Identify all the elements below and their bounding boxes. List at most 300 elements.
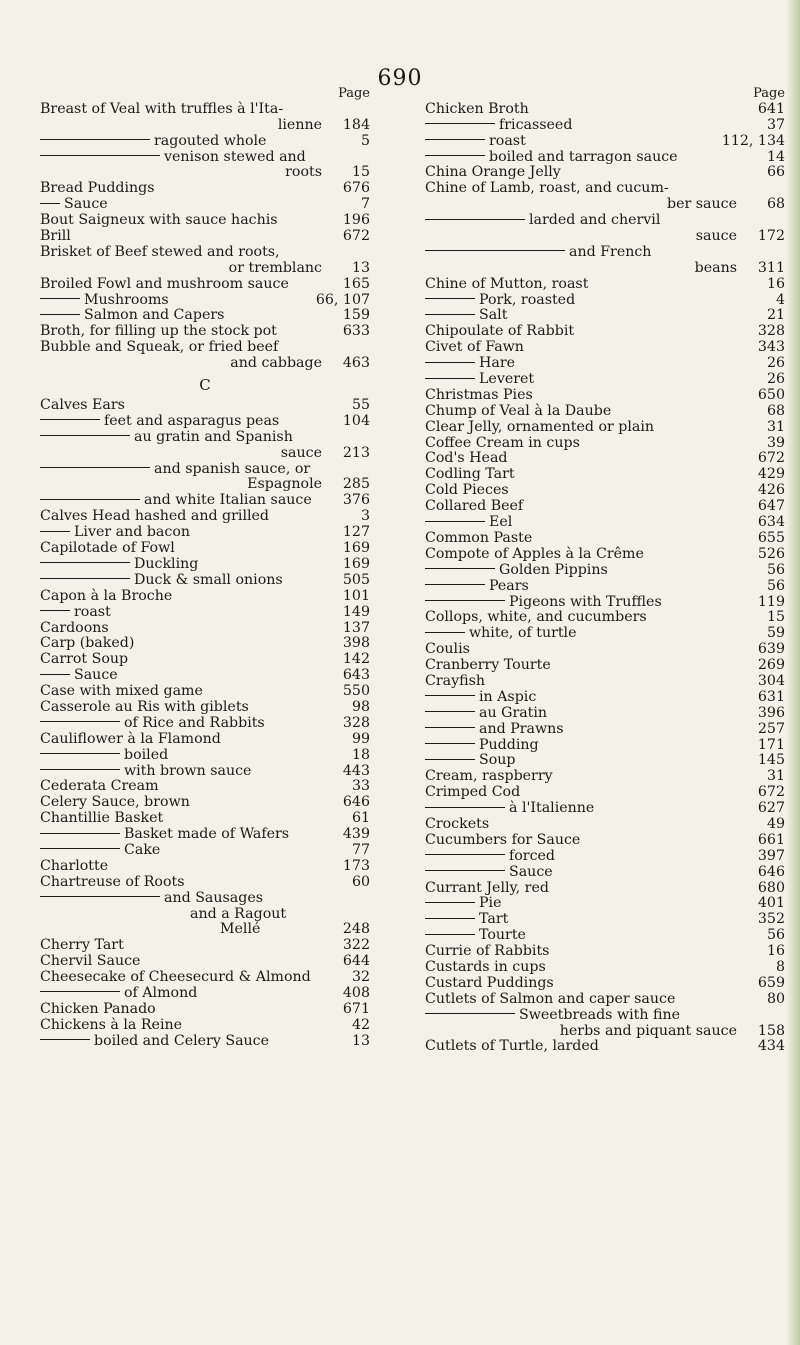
entry-page: 639 [757,641,785,658]
entry-page: 33 [351,778,370,795]
entry-page: 137 [342,619,370,636]
index-entry [40,589,370,605]
entry-label: herbs and piquant sauce [559,1022,737,1039]
entry-text [40,150,306,166]
entry-label: Duck & small onions [134,571,283,588]
entry-text [40,324,277,340]
entry-page: 641 [757,100,785,117]
entry-text [40,573,283,589]
ditto-rule [40,139,150,140]
entry-text [425,1008,680,1024]
entry-page: 269 [757,657,785,674]
entry-page: 142 [342,651,370,668]
entry-text [40,414,279,430]
index-entry [40,293,370,309]
index-entry [40,795,370,811]
entry-page: 99 [351,730,370,747]
entry-label: roast [489,132,526,149]
index-entry [425,944,785,960]
ditto-rule [40,298,80,299]
entry-text [425,785,520,801]
index-entry [40,605,370,621]
ditto-rule [40,848,120,849]
entry-page: 647 [757,498,785,515]
entry-text [40,859,108,875]
entry-page: 634 [757,514,785,531]
page-header-label: Page [753,86,785,101]
index-entry [40,398,370,414]
entry-label: Bread Puddings [40,180,155,197]
entry-page: 248 [342,921,370,938]
entry-page: 659 [757,974,785,991]
entry-text [425,547,644,563]
entry-text [40,245,280,261]
entry-text [40,557,198,573]
entry-text [425,499,523,515]
ditto-rule [40,753,120,754]
entry-label: Sauce [64,196,108,213]
entry-text [425,706,547,722]
entry-page: 61 [351,810,370,827]
index-entry [40,668,370,684]
entry-label: China Orange Jelly [425,164,561,181]
entry-label: Cream, raspberry [425,768,553,785]
ditto-rule [425,1013,515,1014]
ditto-rule [425,155,485,156]
index-entry [425,340,785,356]
entry-label: Cake [124,841,161,858]
entry-text [40,938,124,954]
index-entry [40,843,370,859]
index-entry [40,430,370,446]
entry-label: Bout Saigneux with sauce hachis [40,212,278,229]
entry-label: Charlotte [40,857,109,874]
entry-page: 8 [775,958,785,975]
index-entry [40,197,370,213]
index-entry [40,557,370,573]
entry-label: boiled and tarragon sauce [489,148,678,165]
ditto-rule [40,578,130,579]
entry-label: Chump of Veal à la Daube [425,402,612,419]
ditto-rule [425,934,475,935]
entry-page: 159 [342,307,370,324]
index-entry [40,229,370,245]
index-entry [425,165,785,181]
entry-text [40,779,159,795]
entry-text [40,652,128,668]
ditto-rule [425,362,475,363]
index-entry [40,859,370,875]
entry-page: 343 [757,339,785,356]
entry-label: Codling Tart [425,466,515,483]
index-entry [425,785,785,801]
index-entry [40,118,370,134]
entry-text [40,509,269,525]
entry-page: 401 [757,895,785,912]
entry-text [40,843,160,859]
ditto-rule [425,918,475,919]
entry-page: 169 [342,555,370,572]
entry-text [425,388,533,404]
entry-label: Pigeons with Truffles [509,593,662,610]
entry-page: 398 [342,635,370,652]
entry-label: and French [569,243,652,260]
entry-text [40,748,168,764]
entry-text [425,118,572,134]
entry-label: Duckling [134,555,199,572]
entry-page: 101 [342,587,370,604]
index-entry [40,954,370,970]
entry-text [40,621,109,637]
entry-text [40,954,140,970]
entry-text [425,308,507,324]
entry-page: 68 [766,402,785,419]
entry-label: Tart [479,911,509,928]
page-number: 690 [377,66,423,91]
entry-label: Calves Ears [40,397,125,414]
index-entry [40,261,370,277]
entry-text [425,515,512,531]
entry-page: 127 [342,524,370,541]
entry-label: and Prawns [479,720,564,737]
entry-text [40,229,71,245]
entry-text [40,213,278,229]
entry-text [40,684,203,700]
entry-text [230,356,322,372]
ditto-rule [425,743,475,744]
entry-label: Compote of Apples à la Crême [425,545,644,562]
entry-page: 680 [757,879,785,896]
index-entry [40,684,370,700]
entry-text [40,668,118,684]
ditto-rule [40,203,60,204]
ditto-rule [40,896,160,897]
entry-text [425,801,594,817]
ditto-rule [425,695,475,696]
index-entry [40,573,370,589]
entry-label: and Sausages [164,889,264,906]
index-entry [40,907,370,923]
entry-text [425,563,608,579]
ditto-rule [425,219,525,220]
ditto-rule [425,568,495,569]
entry-label: au Gratin [479,704,548,721]
entry-page: 31 [766,768,785,785]
entry-page: 16 [766,275,785,292]
index-entry [40,621,370,637]
page-edge-stain [786,0,800,1345]
entry-page: 3 [360,508,370,525]
entry-text [425,817,489,833]
index-entry [40,891,370,907]
entry-page: 18 [351,746,370,763]
index-entry [425,404,785,420]
index-entry [425,992,785,1008]
entry-text [425,213,660,229]
entry-page: 66, 107 [315,291,370,308]
index-entry [40,165,370,181]
index-column-right [425,86,785,1055]
entry-text [425,451,507,467]
index-entry [425,134,785,150]
entry-text [40,493,312,509]
index-entry [40,414,370,430]
entry-text [40,277,289,293]
entry-page: 311 [757,259,785,276]
ditto-rule [40,562,130,563]
entry-page: 68 [766,196,785,213]
entry-label: roots [285,164,322,181]
entry-label: Cutlets of Salmon and caper sauce [425,990,676,1007]
entry-label: au gratin and Spanish [134,428,293,445]
index-entry [40,1034,370,1050]
entry-label: Chicken Panado [40,1000,156,1017]
index-entry [40,150,370,166]
entry-page: 526 [757,545,785,562]
entry-text [220,922,260,938]
entry-text [40,1018,182,1034]
entry-text [40,891,263,907]
entry-text [425,753,515,769]
entry-label: Crimped Cod [425,784,521,801]
entry-page: 352 [757,911,785,928]
index-entry [425,738,785,754]
entry-label: Chervil Sauce [40,953,141,970]
entry-text [40,181,155,197]
entry-text [425,992,675,1008]
index-entry [425,229,785,245]
entry-text [247,477,322,493]
entry-text [425,976,554,992]
entry-text [425,293,575,309]
index-entry [425,356,785,372]
ditto-rule [425,521,485,522]
entry-page: 59 [766,625,785,642]
index-entry [40,732,370,748]
ditto-rule [425,711,475,712]
entry-label: Broth, for filling up the stock pot [40,323,277,340]
entry-label: Cauliflower à la Flamond [40,730,221,747]
index-entry [40,1018,370,1034]
ditto-rule [40,1039,90,1040]
entry-page: 184 [342,116,370,133]
entry-text [425,165,561,181]
entry-page: 429 [757,466,785,483]
entry-text [425,340,524,356]
index-entry [425,261,785,277]
entry-label: Mushrooms [84,291,169,308]
entry-page: 322 [342,937,370,954]
entry-text [229,261,322,277]
ditto-rule [40,314,80,315]
ditto-rule [40,467,150,468]
entry-page: 676 [342,180,370,197]
entry-label: Coulis [425,641,470,658]
index-entry [425,896,785,912]
entry-page: 672 [757,450,785,467]
entry-page: 15 [766,609,785,626]
entry-page: 42 [351,1016,370,1033]
index-entry [40,811,370,827]
index-entry [425,150,785,166]
entry-page: 328 [342,714,370,731]
index-entry [40,493,370,509]
entry-page: 55 [351,397,370,414]
index-entry [425,293,785,309]
entry-label: Golden Pippins [499,561,608,578]
entry-label: sauce [695,228,737,245]
entry-text [425,277,588,293]
index-entry [425,483,785,499]
entry-page: 661 [757,831,785,848]
index-entry [425,626,785,642]
page-header-label: Page [338,86,370,101]
index-entry [425,595,785,611]
section-letter: C [199,376,211,395]
entry-label: forced [509,847,555,864]
index-entry [425,753,785,769]
entry-label: Case with mixed game [40,683,203,700]
entry-label: Christmas Pies [425,386,533,403]
entry-label: Sauce [509,863,553,880]
entry-text [425,690,536,706]
entry-label: Carrot Soup [40,651,129,668]
index-entry [425,102,785,118]
entry-page: 285 [342,476,370,493]
entry-text [425,849,555,865]
entry-text [695,261,737,277]
entry-page: 4 [775,291,785,308]
entry-text [425,769,553,785]
entry-label: Cucumbers for Sauce [425,831,581,848]
entry-label: Crayfish [425,672,485,689]
entry-label: Sweetbreads with fine [519,1006,680,1023]
entry-page: 434 [757,1038,785,1055]
entry-label: fricasseed [499,116,573,133]
entry-label: or tremblanc [228,259,322,276]
entry-page: 328 [757,323,785,340]
entry-label: ber sauce [667,196,737,213]
entry-page: 49 [766,815,785,832]
entry-text [425,928,526,944]
ditto-rule [425,807,505,808]
index-entry [425,451,785,467]
page-column-header [425,86,785,102]
entry-page: 5 [360,132,370,149]
entry-text [425,881,549,897]
entry-text [425,404,611,420]
index-entry [425,1024,785,1040]
ditto-rule [40,531,70,532]
entry-text [425,150,678,166]
entry-label: Chartreuse of Roots [40,873,185,890]
entry-text [40,764,251,780]
entry-text [40,716,265,732]
ditto-rule [425,759,475,760]
entry-page: 443 [342,762,370,779]
index-entry [40,764,370,780]
entry-label: Coffee Cream in cups [425,434,580,451]
index-entry [40,525,370,541]
entry-label: Common Paste [425,529,533,546]
entry-label: Clear Jelly, ornamented or plain [425,418,655,435]
entry-page: 463 [342,355,370,372]
index-entry [40,1002,370,1018]
entry-page: 196 [342,212,370,229]
entry-page: 646 [757,863,785,880]
entry-label: Pudding [479,736,539,753]
index-entry [40,938,370,954]
entry-text [40,1002,156,1018]
entry-text [40,970,311,986]
ditto-rule [425,584,485,585]
index-entry [425,563,785,579]
entry-text [40,340,278,356]
entry-label: Casserole au Ris with giblets [40,698,249,715]
entry-page: 643 [342,667,370,684]
index-entry [425,960,785,976]
entry-text [40,102,283,118]
index-entry [425,420,785,436]
ditto-rule [40,155,160,156]
entry-text [40,811,163,827]
entry-text [40,525,190,541]
index-entry [40,970,370,986]
ditto-rule [425,298,475,299]
entry-page: 397 [757,847,785,864]
entry-text [425,324,574,340]
entry-page: 56 [766,561,785,578]
entry-text [40,986,197,1002]
index-entry [425,547,785,563]
entry-label: Mellé [220,921,261,938]
entry-label: boiled [124,746,169,763]
ditto-rule [40,991,120,992]
entry-label: Calves Head hashed and grilled [40,508,270,525]
entry-page: 171 [757,736,785,753]
entry-label: in Aspic [479,688,537,705]
entry-page: 15 [351,164,370,181]
entry-text [425,865,553,881]
index-entry [425,912,785,928]
index-entry [425,690,785,706]
entry-label: Celery Sauce, brown [40,794,190,811]
entry-page: 32 [351,969,370,986]
entry-label: Pork, roasted [479,291,576,308]
index-entry [425,372,785,388]
entry-text [425,245,651,261]
entry-label: Currant Jelly, red [425,879,549,896]
entry-label: Chickens à la Reine [40,1016,183,1033]
entry-label: Cranberry Tourte [425,657,551,674]
index-entry [425,1039,785,1055]
entry-label: Chantillie Basket [40,810,164,827]
entry-text [425,944,549,960]
index-entry [425,849,785,865]
entry-page: 158 [757,1022,785,1039]
index-entry [40,875,370,891]
entry-page: 257 [757,720,785,737]
entry-text [190,907,286,923]
entry-text [40,636,134,652]
entry-label: Crockets [425,815,490,832]
entry-label: Chine of Mutton, roast [425,275,589,292]
entry-page: 439 [342,826,370,843]
entry-label: Bubble and Squeak, or fried beef [40,339,279,356]
entry-label: Eel [489,514,513,531]
entry-label: Custards in cups [425,958,546,975]
entry-text [425,960,546,976]
